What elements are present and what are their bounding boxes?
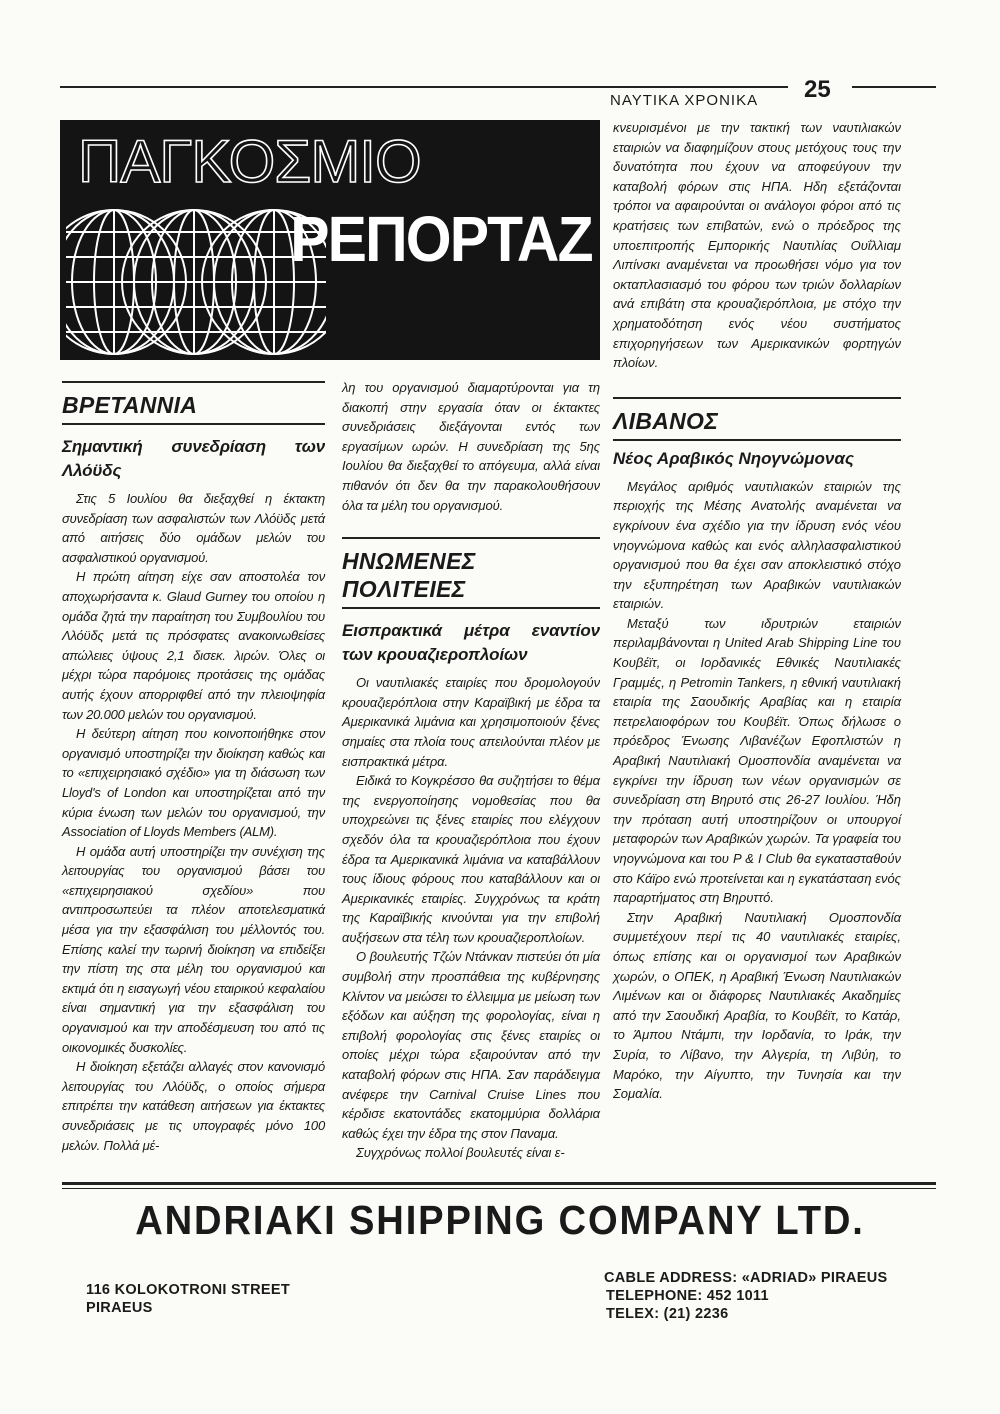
column-right bbox=[613, 118, 901, 1104]
article-headline: Εισπρακτικά μέτρα εναντίον των κρουαζιεροπλοίων bbox=[342, 621, 600, 665]
advert-telephone: TELEPHONE: 452 1011 bbox=[606, 1288, 769, 1304]
advert-rule-bottom bbox=[62, 1188, 936, 1189]
advert-cable: CABLE ADDRESS: «ADRIAD» PIRAEUS bbox=[604, 1270, 888, 1286]
section-title-usa: ΗΝΩΜΕΝΕΣ ΠΟΛΙΤΕΙΕΣ bbox=[342, 548, 476, 603]
column-left bbox=[62, 381, 325, 1155]
paragraph: Ο βουλευτής Τζών Ντάνκαν πιστεύει ότι μία συμβολή στην προσπάθεια της κυβέρνησης Κλίντον να μειώσει το έλλειμμα με μείωση των εξόδων και αύξηση της φορολογίας, είναι η επιβολή φορολογίας στις ξένες εταιρίες οι οποίες μέχρι τώρα εξαιρούνταν από την καταβολή φόρων στις ΗΠΑ. Σαν παράδειγμα ανέφερε την Carnival Cruise Lines που κέρδισε εκατοντάδες εκατομμύρια δολλάρια καθώς έχει την έδρα της στον Παναμα. bbox=[342, 949, 600, 1141]
section-rule bbox=[342, 607, 600, 609]
column-middle bbox=[342, 378, 600, 1163]
section-banner bbox=[60, 120, 600, 360]
advert bbox=[0, 1182, 1000, 1332]
paragraph: Η διοίκηση εξετάζει αλλαγές στον κανονισμό λειτουργίας του Λλόϋδς, ο οποίος σήμερα επιτρέπει την κατάθεση αιτήσεων για έκτακτες συνεδριάσεις με τις υπογραφές μόνο 100 μελών. Πολλά μέ- bbox=[62, 1059, 325, 1153]
header-rule-right bbox=[852, 86, 936, 88]
advert-contact bbox=[604, 1269, 888, 1323]
paragraph: Μεταξύ των ιδρυτριών εταιριών περιλαμβάνονται η United Arab Shipping Line του Κουβέϊτ, οι Ιορδανικές Εθνικές Ναυτιλιακές Γραμμές, η Petromin Tankers, η εθνική ναυτιλιακή εταιρία της Σαουδικής Αραβίας και η εταιρία πετρελαιοφόρων του Κουβέϊτ. Όπως δήλωσε ο πρόεδρος Ένωσης Λιβανέζων Εφοπλιστών η Αραβική Ναυτιλιακή Ομοσπονδία αναμένεται να εγκρίνει την ίδρυση των νέων οργανισμών σε συνεδρίαση στη Βηρυτό στις 26-27 Ιουλίου. Ήδη την πρόταση αυτή υποστηρίζουν οι υπουργοί μεταφορών των Αραβικών χωρών. Τα γραφεία του νηογνώμονα και του P & I Club θα εγκατασταθούν στο Κάϊρο ενώ προτείνεται και η εγκατάσταση ενός παραρτήματος στη Βηρυττό. bbox=[613, 615, 901, 906]
banner-title-line2: ΡΕΠΟΡΤΑΖ bbox=[290, 203, 592, 275]
section-rule bbox=[62, 423, 325, 425]
article-headline: Νέος Αραβικός Νηογνώμονας bbox=[613, 448, 854, 468]
paragraph-continuation: λη του οργανισμού διαμαρτύρονται για τη διακοπή στην εργασία όταν οι έκτακτες συνεδριάσεις διεξάγονται εντός των εργασίμων ωρών. Η συνεδρίαση της 5ης Ιουλίου θα διεξαχθεί το απόγευμα, αλλά είναι πιθανόν ότι δεν θα την παρακολουθήσουν όλα τα μέλη του οργανισμού. bbox=[342, 380, 600, 513]
section-title-lebanon: ΛΙΒΑΝΟΣ bbox=[613, 407, 719, 434]
globe-icon bbox=[66, 202, 326, 360]
paragraph: Στις 5 Ιουλίου θα διεξαχθεί η έκτακτη συνεδρίαση των ασφαλιστών των Λλόϋδς μετά από αιτήσεις δύο ομάδων μελών του ασφαλιστικού οργανισμού. bbox=[62, 491, 325, 565]
advert-city: PIRAEUS bbox=[86, 1300, 153, 1316]
paragraph: Η ομάδα αυτή υποστηρίζει την συνέχιση της λειτουργίας του οργανισμού βάσει του «επιχειρησιακού σχεδίου» που αντιπροσωπεύει τα πλέον αποτελεσματικά μέσα για την εξασφάλιση του μέλλοντός του. Επίσης καλεί την τωρινή διοίκηση να επιδείξει την πίστη της στα μέλη του οργανισμού και εκτιμά ότι η εισαγωγή νέου εταιρικού κεφαλαίου είναι σημαντική για την εξασφάλιση του οργανισμού και την αποδέσμευση του από τις οικονομικές δυσκολίες. bbox=[62, 843, 325, 1055]
article-headline: Σημαντική συνεδρίαση των Λλόϋδς bbox=[62, 437, 325, 480]
advert-address bbox=[86, 1281, 290, 1317]
paragraph: Οι ναυτιλιακές εταιρίες που δρομολογούν κρουαζιερόπλοια στην Καραϊβική με έδρα τα Αμερικανικά λιμάνια και χρησιμοποιούν ξένες σημαίες στα πλοία τους απειλούνται πλέον με εισπρακτικά μέτρα. bbox=[342, 675, 600, 769]
page-number: 25 bbox=[804, 76, 831, 103]
advert-rule-top bbox=[62, 1182, 936, 1185]
advert-telex: TELEX: (21) 2236 bbox=[606, 1306, 729, 1322]
section-rule bbox=[342, 537, 600, 539]
advert-company-name: ANDRIAKI SHIPPING COMPANY LTD. bbox=[135, 1197, 865, 1243]
paragraph: Ειδικά το Κογκρέσσο θα συζητήσει το θέμα της ενεργοποίησης νομοθεσίας που θα υποχρεώνει τις ξένες εταιρίες που ελέγχουν σχεδόν όλα τα κρουαζιερόπλοια που έχουν έδρα τα Αμερικανικά λιμάνια να καταβάλλουν τους ίδιους φόρους που καταβάλλουν και οι Αμερικανικές εταιρίες. Συγχρόνως τα κράτη της Καραϊβικής κινούνται για την επιβολή αυξήσεων στα τέλη των κρουαζιεροπλοίων. bbox=[342, 773, 600, 945]
section-title-britain: ΒΡΕΤΑΝΝΙΑ bbox=[62, 392, 198, 418]
paragraph-continuation: κνευρισμένοι με την τακτική των ναυτιλιακών εταιριών να διαφημίζουν στους μετόχους τους την δυνατότητα που έχουν να αποφεύγουν την καταβολή φόρων στις ΗΠΑ. Ηδη εξετάζονται τρόποι να αφαιρούνται οι ανάλογοι φόροι από τις κρατήσεις των επιβατών, ενώ ο πρόεδρος της υποεπιτροπής Εμπορικής Ναυτιλίας Ουΐλλιαμ Λιπίνσκι αναμένεται να προωθήσει νόμο για τον οκταπλασιασμό του φόρου των τριών δολλαρίων ανά επιβάτη στα κρουαζιερόπλοια, με στόχο την χρηματοδότηση ενός νέου συστήματος επιχορηγήσεων των Αμερικανικών φορτηγών πλοίων. bbox=[613, 120, 901, 371]
running-title: ΝΑΥΤΙΚΑ ΧΡΟΝΙΚΑ bbox=[610, 92, 759, 109]
section-rule bbox=[62, 381, 325, 383]
advert-street: 116 KOLOKOTRONI STREET bbox=[86, 1282, 290, 1298]
section-rule bbox=[613, 397, 901, 399]
banner-title-line1: ΠΑΓΚΟΣΜΙΟ bbox=[78, 128, 421, 195]
paragraph: Η δεύτερη αίτηση που κοινοποιήθηκε στον οργανισμό υποστηρίζει την διοίκηση καθώς και το «επιχειρησιακό σχέδιο» για τη διάσωση των Lloyd's of London και υποστηρίζεται από την κύρια ένωση των μελών του οργανισμού, την Association of Lloyds Members (ALM). bbox=[62, 726, 325, 840]
section-rule bbox=[613, 439, 901, 441]
header-rule-left bbox=[60, 86, 788, 88]
paragraph: Συγχρόνως πολλοί βουλευτές είναι ε- bbox=[356, 1145, 565, 1161]
paragraph: Μεγάλος αριθμός ναυτιλιακών εταιριών της περιοχής της Μέσης Ανατολής αναμένεται να εγκρίνουν ένα σχέδιο για την ίδρυση ενός νέου νηογνώμονα καθώς και ενός αλληλασφαλιστικού οργανισμού που θα έχει σαν αποκλειστικό στόχο την εξυπηρέτηση των Αραβικών ναυτιλιακών εταιριών. bbox=[613, 478, 901, 612]
paragraph: Η πρώτη αίτηση είχε σαν αποστολέα τον αποχωρήσαντα κ. Glaud Gurney του οποίου η ομάδα ζητά την παραίτηση του Συμβουλίου του Λλόϋδς μετά τις πρόσφατες ανακοινωθείσες απώλειες ύψους 2,1 δισεκ. λιρών. Όλες οι μέχρι τώρα παρόμοιες προτάσεις της ομάδας αυτής έχουν απορριφθεί από την πλειοψηφία των 20.000 μελών του οργανισμού. bbox=[62, 569, 325, 722]
paragraph: Στην Αραβική Ναυτιλιακή Ομοσπονδία συμμετέχουν περί τις 40 ναυτιλιακές εταιρίες, όπως επίσης και οι οργανισμοί των Αραβικών χωρών, ο ΟΠΕΚ, η Αραβική Ένωση Ναυτιλιακών Λιμένων και οι διάφορες Ναυτιλιακές Ακαδημίες από την Σαουδική Αραβία, το Κουβέϊτ, το Κατάρ, το Άμπου Ντάμπι, την Ιορδανία, το Ιράκ, την Συρία, το Λίβανο, την Αλγερία, τη Λιβύη, το Μαρόκο, την Αίγυπτο, την Τυνησία και την Σομαλία. bbox=[613, 909, 901, 1102]
